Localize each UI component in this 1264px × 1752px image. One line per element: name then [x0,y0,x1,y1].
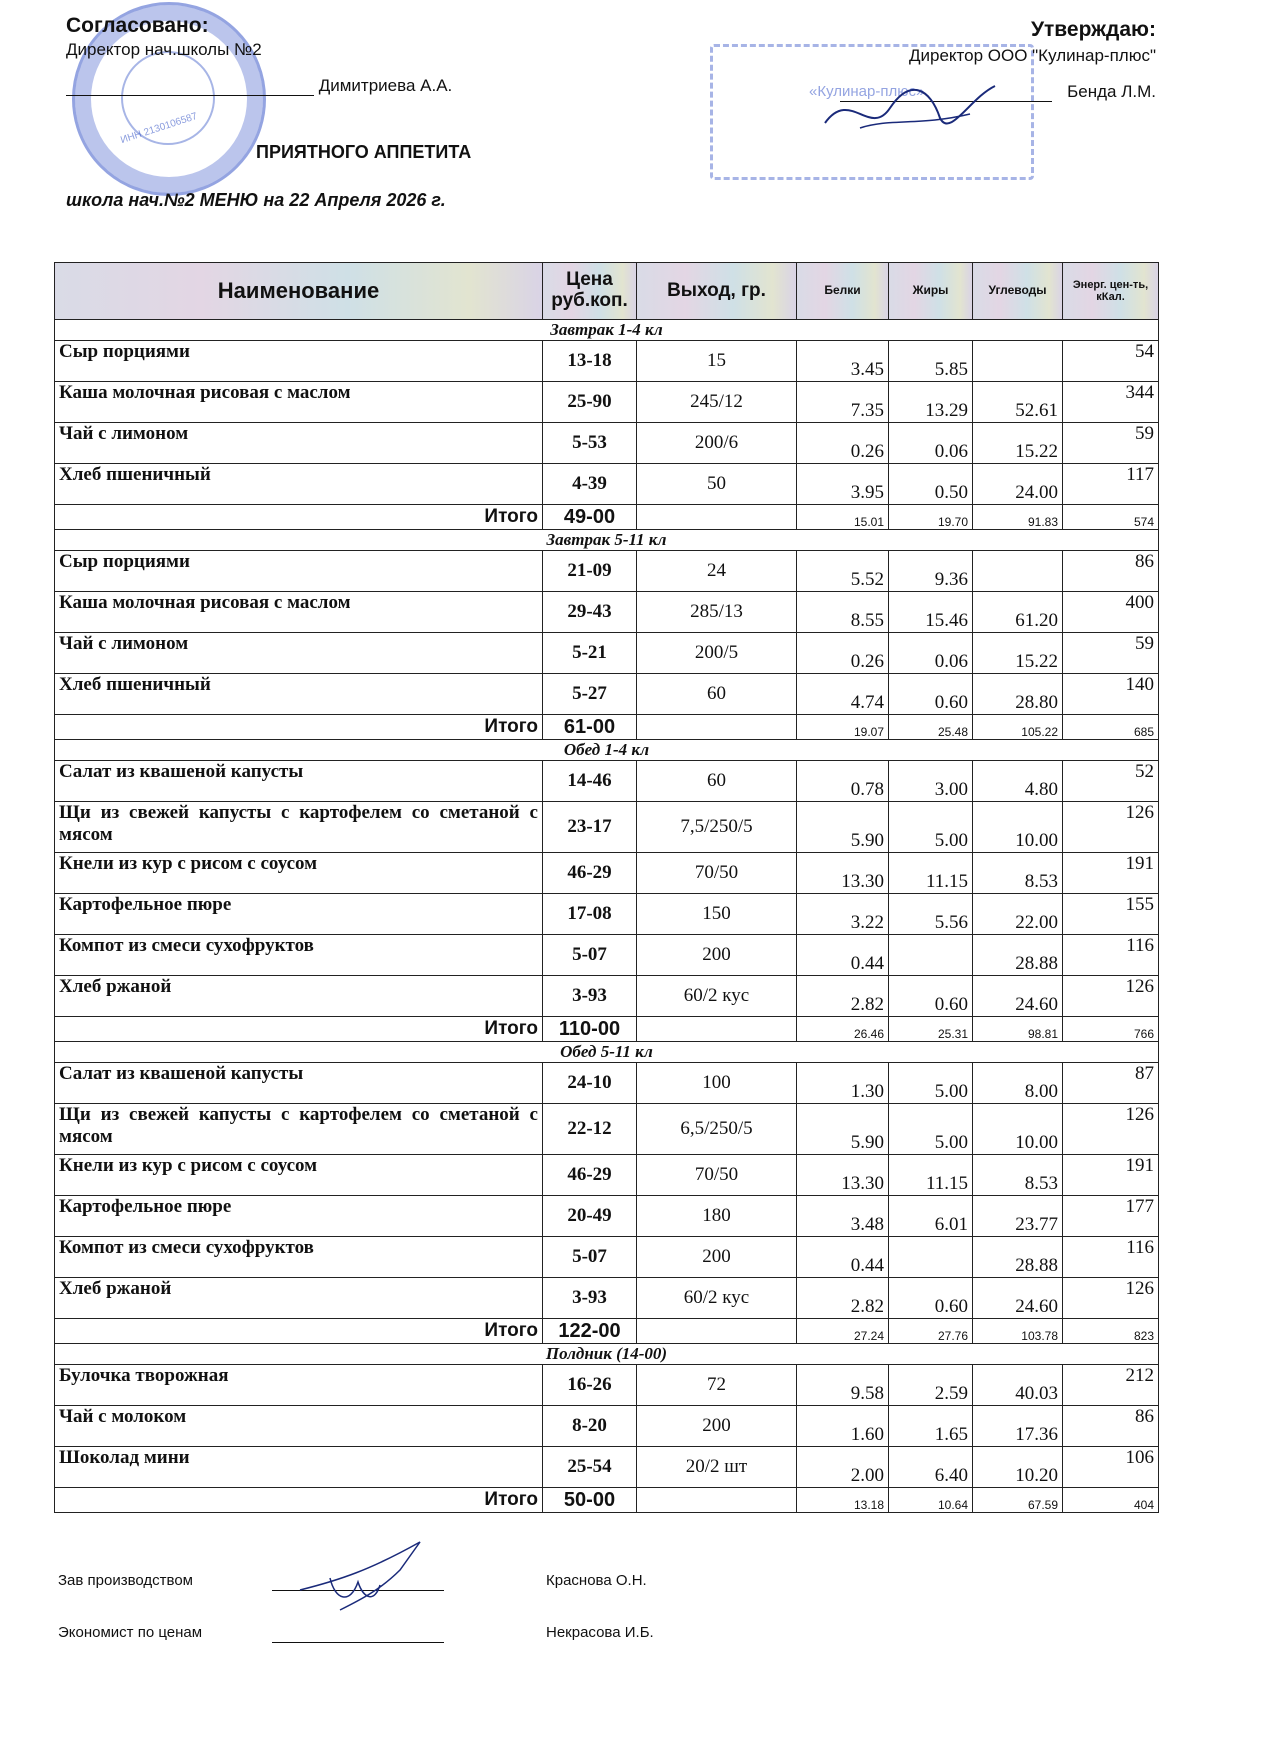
dish-name: Компот из смеси сухофруктов [55,935,543,976]
section-row [55,320,1159,341]
dish-name: Картофельное пюре [55,894,543,935]
total-carbs: 67.59 [973,1488,1063,1513]
dish-output: 200 [637,1237,797,1278]
dish-name: Кнели из кур с рисом с соусом [55,1155,543,1196]
dish-carbs: 8.53 [973,853,1063,894]
total-price: 122-00 [543,1319,637,1344]
dish-fats: 13.29 [889,382,973,423]
dish-carbs: 28.88 [973,1237,1063,1278]
dish-name: Каша молочная рисовая с маслом [55,592,543,633]
dish-price: 13-18 [543,341,637,382]
approve-name: Бенда Л.М. [1067,82,1156,101]
dish-energy: 126 [1063,1278,1159,1319]
approver-signature [820,78,1000,142]
dish-output: 6,5/250/5 [637,1104,797,1155]
dish-energy: 54 [1063,341,1159,382]
dish-carbs: 8.53 [973,1155,1063,1196]
dish-energy: 116 [1063,935,1159,976]
table-row [55,894,1159,935]
table-row [55,633,1159,674]
total-output-empty [637,715,797,740]
section-title: Полдник (14-00) [55,1344,1159,1365]
dish-price: 29-43 [543,592,637,633]
dish-name: Шоколад мини [55,1447,543,1488]
dish-energy: 59 [1063,423,1159,464]
dish-fats: 5.00 [889,1104,973,1155]
table-row [55,802,1159,853]
dish-fats: 0.60 [889,674,973,715]
dish-carbs: 8.00 [973,1063,1063,1104]
total-label: Итого [55,505,543,530]
dish-output: 50 [637,464,797,505]
dish-name: Кнели из кур с рисом с соусом [55,853,543,894]
total-price: 49-00 [543,505,637,530]
dish-price: 5-07 [543,935,637,976]
dish-carbs: 23.77 [973,1196,1063,1237]
column-header-price: Цена руб.коп. [543,263,637,320]
dish-fats: 5.56 [889,894,973,935]
dish-carbs: 4.80 [973,761,1063,802]
dish-carbs: 28.88 [973,935,1063,976]
dish-name: Салат из квашеной капусты [55,1063,543,1104]
menu-table [54,262,1159,1513]
agreed-signature-row [66,76,626,96]
dish-carbs [973,341,1063,382]
dish-carbs: 10.00 [973,1104,1063,1155]
table-row [55,1196,1159,1237]
table-row [55,761,1159,802]
agreed-position: Директор нач.школы №2 [66,40,262,59]
dish-proteins: 8.55 [797,592,889,633]
dish-carbs: 15.22 [973,423,1063,464]
section-title: Обед 1-4 кл [55,740,1159,761]
total-energy: 574 [1063,505,1159,530]
column-header-fats: Жиры [889,263,973,320]
total-output-empty [637,1017,797,1042]
dish-name: Хлеб ржаной [55,976,543,1017]
dish-carbs: 24.00 [973,464,1063,505]
dish-fats: 5.00 [889,802,973,853]
dish-energy: 400 [1063,592,1159,633]
dish-name: Компот из смеси сухофруктов [55,1237,543,1278]
approve-title: Утверждаю: [1030,18,1156,41]
dish-output: 200 [637,1406,797,1447]
total-fats: 25.48 [889,715,973,740]
dish-fats: 2.59 [889,1365,973,1406]
rect-stamp-text: «Кулинар-плюс» [809,83,925,100]
economist-name: Некрасова И.Б. [546,1624,654,1641]
table-row [55,853,1159,894]
dish-name: Каша молочная рисовая с маслом [55,382,543,423]
section-row [55,1344,1159,1365]
dish-output: 60 [637,761,797,802]
dish-carbs: 61.20 [973,592,1063,633]
total-energy: 766 [1063,1017,1159,1042]
section-title: Обед 5-11 кл [55,1042,1159,1063]
table-row [55,976,1159,1017]
dish-price: 4-39 [543,464,637,505]
column-header-proteins: Белки [797,263,889,320]
dish-energy: 126 [1063,976,1159,1017]
dish-energy: 191 [1063,1155,1159,1196]
total-energy: 404 [1063,1488,1159,1513]
dish-price: 3-93 [543,1278,637,1319]
dish-price: 21-09 [543,551,637,592]
total-label: Итого [55,1319,543,1344]
dish-fats: 5.85 [889,341,973,382]
dish-carbs: 10.20 [973,1447,1063,1488]
dish-price: 16-26 [543,1365,637,1406]
dish-output: 100 [637,1063,797,1104]
section-row [55,1042,1159,1063]
dish-energy: 52 [1063,761,1159,802]
table-row [55,464,1159,505]
section-title: Завтрак 5-11 кл [55,530,1159,551]
table-row [55,1237,1159,1278]
dish-energy: 212 [1063,1365,1159,1406]
dish-energy: 155 [1063,894,1159,935]
dish-carbs: 40.03 [973,1365,1063,1406]
dish-proteins: 1.60 [797,1406,889,1447]
dish-proteins: 0.26 [797,423,889,464]
dish-carbs: 22.00 [973,894,1063,935]
dish-price: 3-93 [543,976,637,1017]
dish-price: 22-12 [543,1104,637,1155]
total-proteins: 26.46 [797,1017,889,1042]
dish-output: 70/50 [637,853,797,894]
dish-energy: 87 [1063,1063,1159,1104]
dish-proteins: 9.58 [797,1365,889,1406]
dish-price: 25-90 [543,382,637,423]
dish-name: Щи из свежей капусты с картофелем со сметаной с мясом [55,1104,543,1155]
table-row [55,1365,1159,1406]
dish-carbs: 24.60 [973,976,1063,1017]
total-row [55,1017,1159,1042]
dish-output: 20/2 шт [637,1447,797,1488]
dish-fats: 0.60 [889,976,973,1017]
total-row [55,505,1159,530]
dish-proteins: 3.48 [797,1196,889,1237]
column-header-output: Выход, гр. [637,263,797,320]
dish-price: 46-29 [543,1155,637,1196]
total-price: 50-00 [543,1488,637,1513]
table-row [55,551,1159,592]
dish-fats: 15.46 [889,592,973,633]
agreed-signature-line [66,81,314,96]
total-proteins: 15.01 [797,505,889,530]
total-energy: 685 [1063,715,1159,740]
dish-proteins: 3.95 [797,464,889,505]
total-carbs: 105.22 [973,715,1063,740]
dish-energy: 86 [1063,551,1159,592]
dish-name: Чай с лимоном [55,633,543,674]
dish-output: 180 [637,1196,797,1237]
dish-energy: 116 [1063,1237,1159,1278]
dish-output: 60 [637,674,797,715]
total-row [55,1488,1159,1513]
dish-output: 72 [637,1365,797,1406]
dish-output: 200/6 [637,423,797,464]
dish-output: 200/5 [637,633,797,674]
dish-carbs: 10.00 [973,802,1063,853]
dish-output: 285/13 [637,592,797,633]
total-energy: 823 [1063,1319,1159,1344]
dish-price: 46-29 [543,853,637,894]
dish-output: 15 [637,341,797,382]
dish-price: 5-07 [543,1237,637,1278]
dish-energy: 126 [1063,1104,1159,1155]
table-row [55,1063,1159,1104]
total-carbs: 91.83 [973,505,1063,530]
dish-fats: 9.36 [889,551,973,592]
section-row [55,530,1159,551]
production-name: Краснова О.Н. [546,1572,647,1589]
menu-table-body [55,320,1159,1513]
total-label: Итого [55,715,543,740]
dish-output: 150 [637,894,797,935]
total-output-empty [637,505,797,530]
dish-proteins: 0.26 [797,633,889,674]
table-row [55,1278,1159,1319]
total-carbs: 98.81 [973,1017,1063,1042]
dish-energy: 177 [1063,1196,1159,1237]
dish-proteins: 13.30 [797,1155,889,1196]
dish-carbs: 52.61 [973,382,1063,423]
dish-price: 24-10 [543,1063,637,1104]
dish-name: Хлеб пшеничный [55,674,543,715]
table-row [55,423,1159,464]
table-row [55,1447,1159,1488]
dish-energy: 86 [1063,1406,1159,1447]
table-header-row [55,263,1159,320]
dish-proteins: 0.44 [797,935,889,976]
dish-price: 5-53 [543,423,637,464]
dish-name: Щи из свежей капусты с картофелем со сметаной с мясом [55,802,543,853]
dish-name: Хлеб ржаной [55,1278,543,1319]
column-header-name: Наименование [55,263,543,320]
agreed-name: Димитриева А.А. [318,76,453,95]
table-row [55,1104,1159,1155]
total-row [55,1319,1159,1344]
total-label: Итого [55,1017,543,1042]
dish-output: 60/2 кус [637,1278,797,1319]
dish-fats: 11.15 [889,853,973,894]
dish-price: 14-46 [543,761,637,802]
dish-name: Сыр порциями [55,341,543,382]
menu-title: школа нач.№2 МЕНЮ на 22 Апреля 2026 г. [66,190,446,210]
total-output-empty [637,1488,797,1513]
dish-price: 23-17 [543,802,637,853]
dish-energy: 344 [1063,382,1159,423]
agreed-block [66,14,626,96]
dish-name: Салат из квашеной капусты [55,761,543,802]
dish-proteins: 13.30 [797,853,889,894]
column-header-energy: Энерг. цен-ть, кКал. [1063,263,1159,320]
production-signature [280,1530,440,1620]
appetite-heading: ПРИЯТНОГО АППЕТИТА [256,142,472,162]
economist-role: Экономист по ценам [58,1624,203,1641]
dish-fats: 5.00 [889,1063,973,1104]
dish-name: Чай с лимоном [55,423,543,464]
total-carbs: 103.78 [973,1319,1063,1344]
total-fats: 19.70 [889,505,973,530]
dish-energy: 191 [1063,853,1159,894]
dish-proteins: 2.82 [797,1278,889,1319]
table-row [55,341,1159,382]
dish-output: 200 [637,935,797,976]
dish-fats [889,935,973,976]
dish-fats: 3.00 [889,761,973,802]
dish-carbs: 15.22 [973,633,1063,674]
total-price: 61-00 [543,715,637,740]
dish-fats [889,1237,973,1278]
table-row [55,674,1159,715]
column-header-carbs: Углеводы [973,263,1063,320]
total-proteins: 27.24 [797,1319,889,1344]
dish-proteins: 3.45 [797,341,889,382]
economist-signature-line [272,1642,444,1643]
table-row [55,1406,1159,1447]
dish-fats: 0.06 [889,633,973,674]
total-row [55,715,1159,740]
table-row [55,592,1159,633]
agreed-title: Согласовано: [66,14,209,37]
dish-proteins: 4.74 [797,674,889,715]
dish-price: 5-21 [543,633,637,674]
dish-name: Чай с молоком [55,1406,543,1447]
dish-name: Сыр порциями [55,551,543,592]
dish-output: 7,5/250/5 [637,802,797,853]
dish-proteins: 7.35 [797,382,889,423]
total-proteins: 19.07 [797,715,889,740]
dish-fats: 6.40 [889,1447,973,1488]
dish-energy: 117 [1063,464,1159,505]
dish-proteins: 0.44 [797,1237,889,1278]
dish-energy: 140 [1063,674,1159,715]
dish-fats: 11.15 [889,1155,973,1196]
total-fats: 10.64 [889,1488,973,1513]
dish-fats: 0.50 [889,464,973,505]
dish-name: Картофельное пюре [55,1196,543,1237]
dish-carbs: 28.80 [973,674,1063,715]
approve-position: Директор ООО "Кулинар-плюс" [908,46,1156,65]
dish-proteins: 0.78 [797,761,889,802]
dish-energy: 126 [1063,802,1159,853]
dish-price: 25-54 [543,1447,637,1488]
section-title: Завтрак 1-4 кл [55,320,1159,341]
section-row [55,740,1159,761]
dish-energy: 106 [1063,1447,1159,1488]
dish-price: 8-20 [543,1406,637,1447]
dish-proteins: 5.90 [797,1104,889,1155]
total-fats: 27.76 [889,1319,973,1344]
round-stamp-text: ИНН 2130106587 [119,110,199,147]
total-label: Итого [55,1488,543,1513]
table-row [55,382,1159,423]
total-proteins: 13.18 [797,1488,889,1513]
table-row [55,1155,1159,1196]
dish-proteins: 2.82 [797,976,889,1017]
dish-proteins: 1.30 [797,1063,889,1104]
dish-price: 5-27 [543,674,637,715]
total-price: 110-00 [543,1017,637,1042]
dish-output: 24 [637,551,797,592]
dish-name: Хлеб пшеничный [55,464,543,505]
dish-carbs: 17.36 [973,1406,1063,1447]
dish-output: 70/50 [637,1155,797,1196]
dish-output: 245/12 [637,382,797,423]
dish-proteins: 2.00 [797,1447,889,1488]
dish-price: 20-49 [543,1196,637,1237]
dish-proteins: 5.90 [797,802,889,853]
dish-carbs: 24.60 [973,1278,1063,1319]
table-row [55,935,1159,976]
dish-carbs [973,551,1063,592]
total-output-empty [637,1319,797,1344]
dish-fats: 0.60 [889,1278,973,1319]
dish-fats: 1.65 [889,1406,973,1447]
dish-output: 60/2 кус [637,976,797,1017]
dish-fats: 0.06 [889,423,973,464]
production-role: Зав производством [58,1572,193,1589]
dish-proteins: 5.52 [797,551,889,592]
dish-name: Булочка творожная [55,1365,543,1406]
dish-fats: 6.01 [889,1196,973,1237]
dish-price: 17-08 [543,894,637,935]
dish-proteins: 3.22 [797,894,889,935]
dish-energy: 59 [1063,633,1159,674]
total-fats: 25.31 [889,1017,973,1042]
